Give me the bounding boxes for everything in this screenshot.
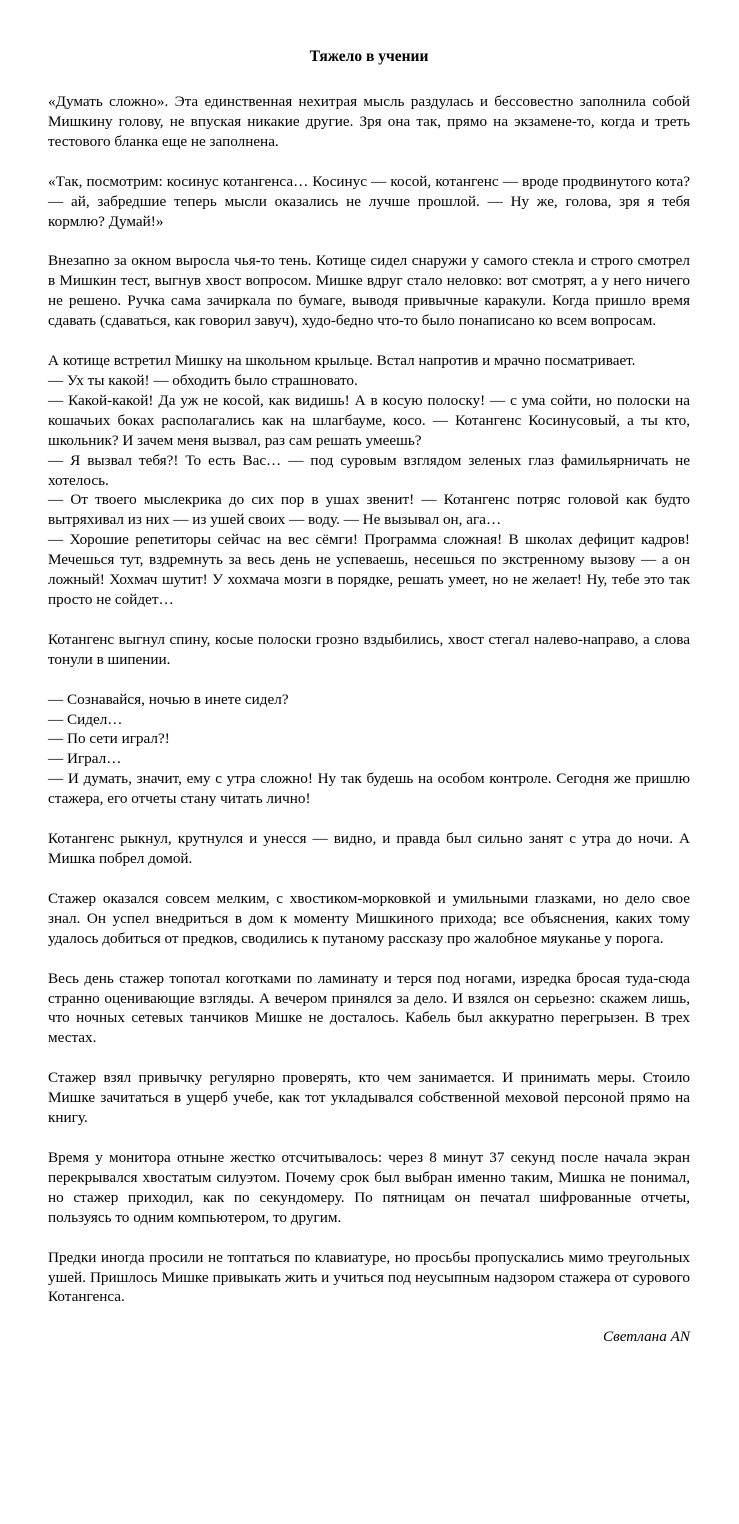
story-paragraph-11: [48, 1148, 690, 1228]
dialogue-line: — Сидел…: [48, 710, 123, 728]
paragraph-line: Внезапно за окном выросла чья-то тень. Котище сидел снаружи у самого стекла и строго смотрел в Мишкин тест, выгнув хвост вопросом. Мишке вдруг стало неловко: вот смотрят, а у него ничего не решено. Ручка сама зачиркала по бумаге, выводя привычные каракули. Когда пришло время сдавать (сдаваться, как говорил завуч), худо-бедно что-то было понаписано ко всем вопросам.: [48, 252, 690, 330]
paragraph-line: «Так, посмотрим: косинус котангенса… Косинус — косой, котангенс — вроде продвинутого кота? — ай, забредшие теперь мысли оказались не лучше прошлой. — Ну же, голова, зря я тебя кормлю? Думай!»: [48, 172, 690, 230]
story-paragraph-12: [48, 1248, 690, 1308]
paragraph-line: Стажер оказался совсем мелким, с хвостиком-морковкой и умильными глазками, но дело свое знал. Он успел внедриться в дом к моменту Мишкиного прихода; все объяснения, каких тому удалось добиться от предков, сводились к путаному рассказу про жалобное мяуканье у порога.: [48, 889, 690, 947]
paragraph-line: «Думать сложно». Эта единственная нехитрая мысль раздулась и бессовестно заполнила собой Мишкину голову, не впуская никакие другие. Зря она так, прямо на экзамене-то, когда и треть тестового бланка еще не заполнена.: [48, 93, 690, 150]
dialogue-line: — Сознавайся, ночью в инете сидел?: [48, 690, 289, 708]
story-paragraph-7: [48, 829, 690, 869]
dialogue-line: — Играл…: [48, 750, 122, 768]
story-paragraph-9: [48, 969, 690, 1049]
story-paragraph-10: [48, 1068, 690, 1128]
story-paragraph-4-dialogue: [48, 351, 690, 610]
dialogue-line: — По сети играл?!: [48, 730, 170, 748]
paragraph-line: Предки иногда просили не топтаться по клавиатуре, но просьбы пропускались мимо треугольных ушей. Пришлось Мишке привыкать жить и учиться под неусыпным надзором стажера от сурового Котангенса.: [48, 1248, 690, 1306]
story-paragraph-8: [48, 889, 690, 949]
story-paragraph-2: [48, 172, 690, 232]
dialogue-line: — От твоего мыслекрика до сих пор в ушах звенит! — Котангенс потряс головой как будто вытряхивал из них — из ушей своих — воду. — Не вызывал он, ага…: [48, 491, 690, 529]
author-signature: Светлана AN: [603, 1328, 690, 1346]
story-page: [48, 47, 690, 1347]
paragraph-line: Котангенс выгнул спину, косые полоски грозно вздыбились, хвост стегал налево-направо, а слова тонули в шипении.: [48, 630, 690, 668]
story-paragraph-1: [48, 92, 690, 152]
paragraph-line: Весь день стажер топотал коготками по ламинату и терся под ногами, изредка бросая туда-сюда странно оценивающие взгляды. А вечером принялся за дело. И взялся он серьезно: скажем лишь, что ночных сетевых танчиков Мишке не досталось. Кабель был аккуратно перегрызен. В трех местах.: [48, 969, 690, 1047]
story-paragraph-3: [48, 251, 690, 331]
dialogue-line: — Ух ты какой! — обходить было страшновато.: [48, 371, 358, 389]
dialogue-line: — И думать, значит, ему с утра сложно! Ну так будешь на особом контроле. Сегодня же пришлю стажера, его отчеты стану читать лично!: [48, 770, 690, 808]
paragraph-line: Время у монитора отныне жестко отсчитывалось: через 8 минут 37 секунд после начала экран перекрывался хвостатым силуэтом. Почему срок был выбран именно таким, Мишка не понимал, но стажер приходил, как по секундомеру. По пятницам он печатал шифрованные отчеты, пользуясь то одним компьютером, то другим.: [48, 1148, 690, 1226]
story-title: Тяжело в учении: [309, 48, 429, 65]
story-paragraph-5: [48, 630, 690, 670]
dialogue-line: — Какой-какой! Да уж не косой, как видишь! А в косую полоску! — с ума сойти, но полоски на кошачьих боках располагались как на шлагбауме, косо. — Котангенс Косинусовый, а ты кто, школьник? И зачем меня вызвал, раз сам решать умеешь?: [48, 391, 690, 449]
paragraph-line: Котангенс рыкнул, крутнулся и унесся — видно, и правда был сильно занят с утра до ночи. А Мишка побрел домой.: [48, 830, 690, 867]
paragraph-line: А котище встретил Мишку на школьном крыльце. Встал напротив и мрачно посматривает.: [48, 352, 636, 370]
paragraph-line: Стажер взял привычку регулярно проверять, кто чем занимается. И принимать меры. Стоило Мишке зачитаться в ущерб учебе, как тот укладывался собственной меховой персоной прямо на книгу.: [48, 1069, 690, 1127]
story-paragraph-6-dialogue: [48, 690, 690, 809]
dialogue-line: — Хорошие репетиторы сейчас на вес сёмги! Программа сложная! В школах дефицит кадров! Мечешься тут, вздремнуть за весь день не успеваешь, несешься по экстренному вызову — а он ложный! Хохмач шутит! У хохмача мозги в порядке, решать умеет, но не желает! Ну, тебе это так просто не сойдет…: [48, 531, 690, 608]
dialogue-line: — Я вызвал тебя?! То есть Вас… — под суровым взглядом зеленых глаз фамильярничать не хотелось.: [48, 451, 690, 489]
